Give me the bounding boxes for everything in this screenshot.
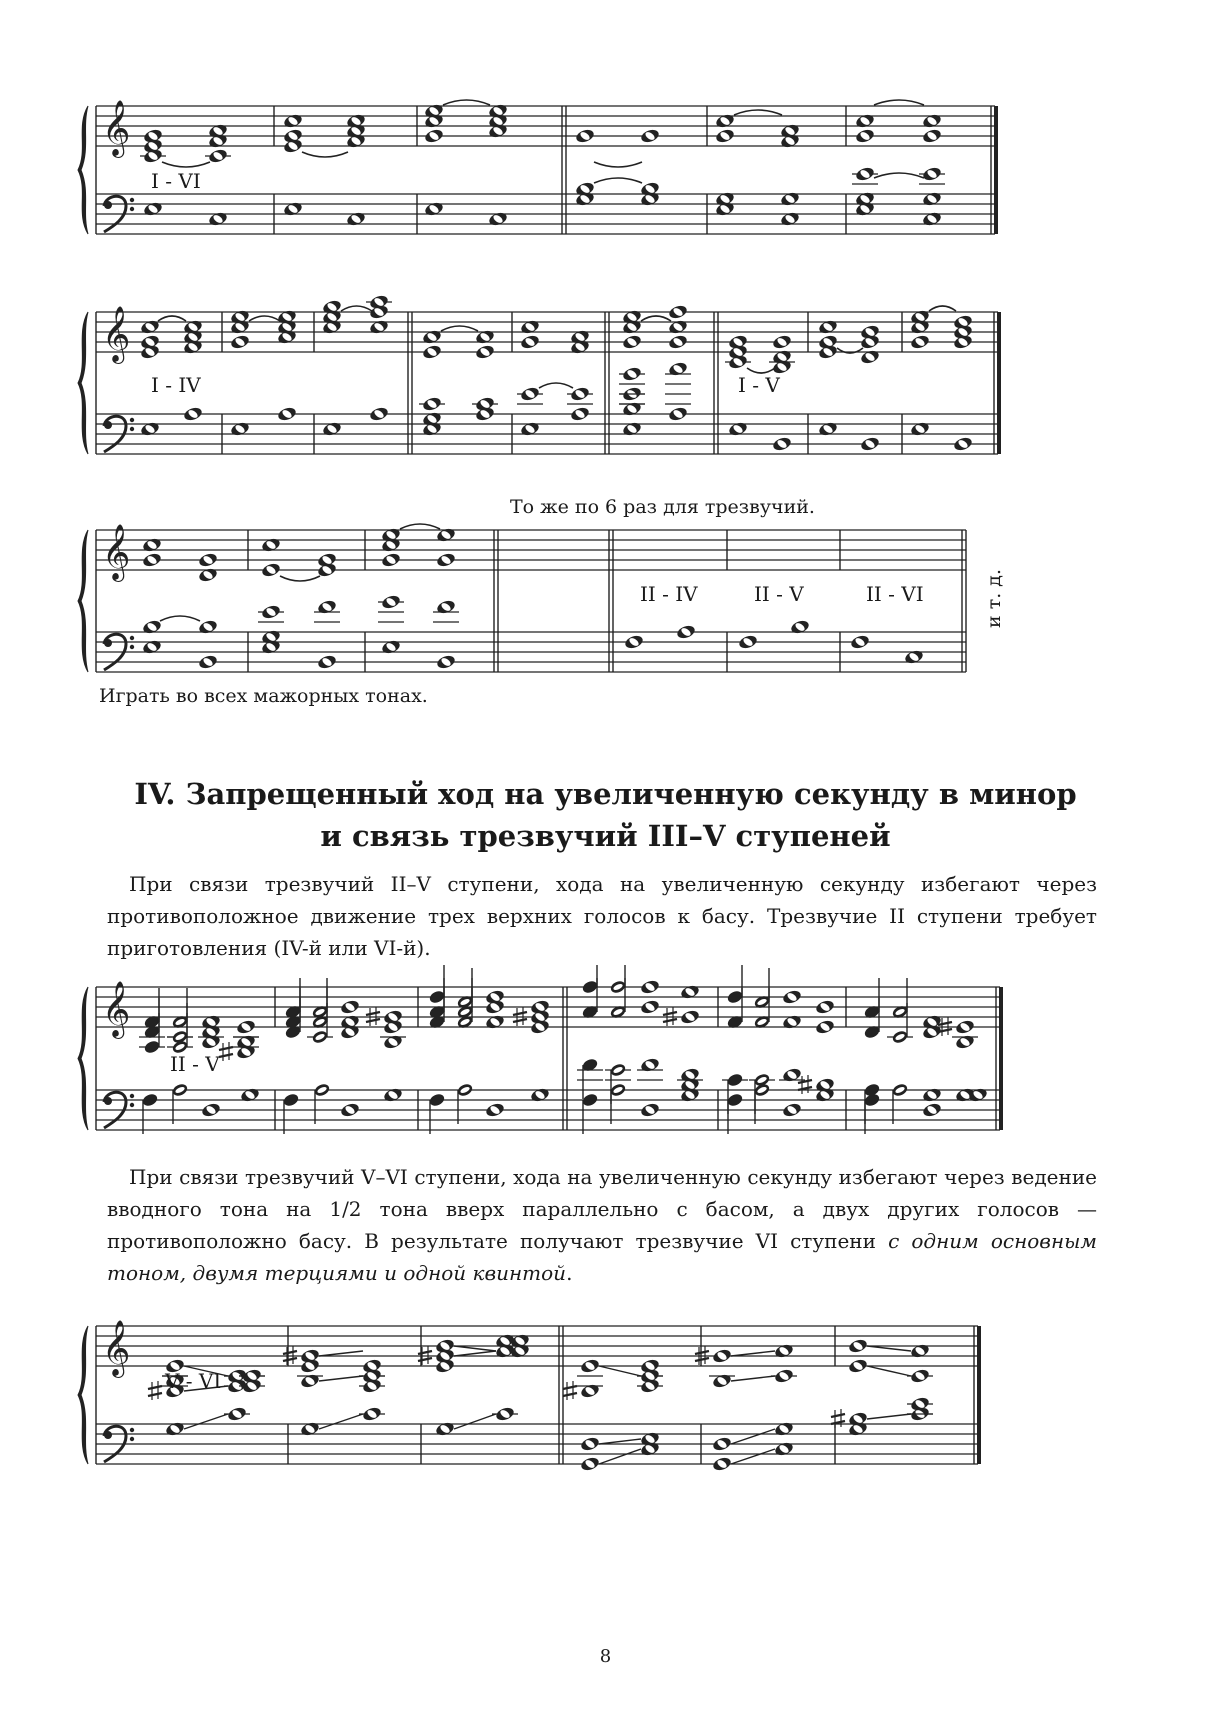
whole-note bbox=[346, 211, 367, 228]
tie bbox=[929, 306, 956, 311]
whole-note bbox=[436, 552, 457, 569]
whole-note bbox=[436, 654, 457, 671]
tie bbox=[160, 616, 200, 621]
whole-note bbox=[774, 1368, 795, 1385]
whole-note bbox=[640, 999, 661, 1016]
whole-note bbox=[848, 1338, 869, 1355]
sharp-sign bbox=[563, 1381, 577, 1400]
instruction-note: То же по 6 раз для трезвучий. bbox=[510, 496, 815, 518]
whole-note bbox=[668, 334, 689, 351]
treble-clef: 𝄞 bbox=[102, 524, 131, 580]
whole-note bbox=[230, 334, 251, 351]
whole-note bbox=[383, 1087, 404, 1104]
whole-note bbox=[622, 421, 643, 438]
voice-line bbox=[599, 1449, 641, 1464]
side-note: и т. д. bbox=[983, 568, 1005, 628]
whole-note bbox=[955, 1034, 976, 1051]
whole-note bbox=[712, 1456, 733, 1471]
whole-note bbox=[676, 624, 697, 641]
whole-note bbox=[143, 201, 164, 218]
paragraph-1-text: При связи трезвучий II–V ступени, хода на увеличенную секунду избегают через противоположное движение трех верхних голосов к басу. Трезвучие II ступени требует приготовления (IV-й или VI-й). bbox=[107, 872, 1097, 960]
whole-note bbox=[910, 1368, 931, 1385]
whole-note bbox=[142, 619, 163, 636]
whole-note bbox=[381, 639, 402, 656]
half-note bbox=[891, 978, 909, 1020]
tie bbox=[400, 524, 440, 529]
whole-note bbox=[236, 1019, 257, 1036]
whole-note bbox=[317, 599, 338, 616]
whole-note bbox=[910, 334, 931, 351]
whole-note bbox=[520, 386, 541, 403]
whole-note bbox=[485, 1014, 506, 1031]
half-note bbox=[753, 968, 771, 1010]
tie bbox=[874, 100, 924, 105]
paragraph-1 bbox=[107, 868, 1097, 964]
whole-note bbox=[208, 148, 229, 165]
system-brace bbox=[78, 106, 88, 234]
whole-note bbox=[422, 329, 443, 346]
quarter-note bbox=[863, 1092, 881, 1134]
whole-note bbox=[340, 999, 361, 1016]
whole-note bbox=[283, 201, 304, 218]
sharp-sign bbox=[219, 1042, 233, 1061]
whole-note bbox=[435, 1421, 456, 1438]
whole-note bbox=[317, 654, 338, 671]
half-note bbox=[609, 1082, 627, 1124]
whole-note bbox=[140, 319, 161, 336]
whole-note bbox=[622, 366, 643, 383]
voice-line bbox=[319, 1376, 363, 1381]
paragraph-2-end: . bbox=[566, 1261, 573, 1285]
tie bbox=[443, 100, 490, 105]
staff-system-3-svg bbox=[0, 510, 1211, 685]
whole-note bbox=[495, 1406, 516, 1423]
voice-line bbox=[599, 1439, 641, 1444]
quarter-note bbox=[581, 1057, 599, 1099]
tie bbox=[539, 383, 573, 388]
tie bbox=[341, 306, 372, 311]
whole-note bbox=[369, 406, 390, 423]
whole-note bbox=[424, 128, 445, 145]
treble-clef: 𝄞 bbox=[102, 100, 131, 156]
whole-note bbox=[422, 396, 443, 413]
sharp-sign bbox=[798, 1075, 812, 1094]
whole-note bbox=[715, 113, 736, 130]
quarter-note bbox=[726, 1072, 744, 1114]
quarter-note bbox=[428, 965, 446, 1005]
system-brace bbox=[78, 530, 88, 672]
whole-note bbox=[261, 562, 282, 579]
whole-note bbox=[381, 552, 402, 569]
whole-note bbox=[142, 552, 163, 569]
whole-note bbox=[640, 979, 661, 996]
chord-label: II - V bbox=[754, 582, 804, 606]
whole-note bbox=[815, 1019, 836, 1036]
whole-note bbox=[772, 436, 793, 453]
tie bbox=[302, 152, 348, 157]
quarter-note bbox=[863, 978, 881, 1020]
whole-note bbox=[142, 537, 163, 554]
whole-note bbox=[640, 128, 661, 145]
quarter-note bbox=[581, 965, 599, 995]
half-note bbox=[311, 978, 329, 1020]
whole-note bbox=[782, 1102, 803, 1119]
whole-note bbox=[580, 1383, 601, 1400]
whole-note bbox=[300, 1373, 321, 1390]
whole-note bbox=[362, 1406, 383, 1423]
whole-note bbox=[855, 128, 876, 145]
whole-note bbox=[922, 191, 943, 208]
whole-note bbox=[860, 349, 881, 366]
whole-note bbox=[277, 406, 298, 423]
whole-note bbox=[575, 128, 596, 145]
whole-note bbox=[198, 552, 219, 569]
whole-note bbox=[422, 344, 443, 361]
staff bbox=[96, 530, 966, 570]
page-number: 8 bbox=[599, 1646, 612, 1667]
whole-note bbox=[530, 1087, 551, 1104]
whole-note bbox=[780, 211, 801, 228]
voice-line bbox=[731, 1429, 775, 1444]
treble-clef: 𝄞 bbox=[102, 306, 131, 362]
whole-note bbox=[922, 128, 943, 145]
quarter-note bbox=[282, 1092, 300, 1134]
whole-note bbox=[198, 619, 219, 636]
chord-label: I - IV bbox=[151, 373, 201, 397]
half-note bbox=[313, 1082, 331, 1124]
whole-note bbox=[782, 989, 803, 1006]
voice-line bbox=[867, 1346, 911, 1351]
whole-note bbox=[922, 1087, 943, 1104]
whole-note bbox=[261, 537, 282, 554]
sharp-sign bbox=[831, 1409, 845, 1428]
whole-note bbox=[728, 421, 749, 438]
paragraph-2 bbox=[107, 1161, 1097, 1289]
whole-note bbox=[668, 406, 689, 423]
whole-note bbox=[855, 166, 876, 183]
section-title-line-2: и связь трезвучий III–V ступеней bbox=[320, 819, 891, 853]
chord-label: II - VI bbox=[866, 582, 924, 606]
whole-note bbox=[668, 361, 689, 378]
whole-note bbox=[208, 211, 229, 228]
chord-label: I - VI bbox=[151, 169, 201, 193]
tie bbox=[594, 178, 642, 183]
whole-note bbox=[848, 1358, 869, 1375]
chord-label: II - IV bbox=[640, 582, 698, 606]
section-title-line-1: IV. Запрещенный ход на увеличенную секунду в минор bbox=[134, 777, 1077, 811]
voice-line bbox=[184, 1414, 228, 1429]
voice-line bbox=[454, 1351, 496, 1356]
whole-note bbox=[774, 1441, 795, 1458]
staff bbox=[96, 1424, 978, 1464]
tie bbox=[874, 173, 924, 178]
whole-note bbox=[815, 999, 836, 1016]
whole-note bbox=[904, 649, 925, 666]
whole-note bbox=[570, 406, 591, 423]
half-note bbox=[456, 968, 474, 1010]
whole-note bbox=[520, 421, 541, 438]
whole-note bbox=[624, 634, 645, 651]
whole-note bbox=[622, 334, 643, 351]
whole-note bbox=[640, 1057, 661, 1074]
whole-note bbox=[580, 1358, 601, 1375]
whole-note bbox=[622, 401, 643, 418]
tie bbox=[158, 316, 186, 321]
voice-line bbox=[319, 1351, 363, 1356]
voice-line bbox=[731, 1351, 775, 1356]
whole-note bbox=[772, 334, 793, 351]
half-note bbox=[753, 988, 771, 1030]
whole-note bbox=[818, 421, 839, 438]
treble-clef: 𝄞 bbox=[102, 1320, 131, 1376]
sharp-sign bbox=[148, 1381, 162, 1400]
whole-note bbox=[198, 654, 219, 671]
system-brace bbox=[78, 987, 88, 1130]
tie bbox=[734, 110, 782, 115]
whole-note bbox=[680, 1009, 701, 1026]
whole-note bbox=[300, 1421, 321, 1438]
whole-note bbox=[922, 166, 943, 183]
quarter-note bbox=[863, 998, 881, 1040]
whole-note bbox=[968, 1087, 989, 1104]
whole-note bbox=[436, 599, 457, 616]
whole-note bbox=[475, 344, 496, 361]
whole-note bbox=[738, 634, 759, 651]
quarter-note bbox=[428, 1092, 446, 1134]
whole-note bbox=[485, 1102, 506, 1119]
whole-note bbox=[183, 406, 204, 423]
whole-note bbox=[712, 1436, 733, 1453]
whole-note bbox=[850, 634, 871, 651]
whole-note bbox=[340, 1102, 361, 1119]
quarter-note bbox=[141, 1092, 159, 1134]
whole-note bbox=[818, 319, 839, 336]
whole-note bbox=[790, 619, 811, 636]
whole-note bbox=[230, 421, 251, 438]
chord-label: I - V bbox=[738, 373, 780, 397]
whole-note bbox=[955, 1019, 976, 1036]
voice-line bbox=[454, 1346, 496, 1351]
chord-label: V - VI bbox=[165, 1369, 222, 1393]
whole-note bbox=[860, 436, 881, 453]
voice-line bbox=[599, 1366, 641, 1376]
half-note bbox=[609, 965, 627, 995]
whole-note bbox=[953, 436, 974, 453]
tie bbox=[162, 162, 210, 167]
whole-note bbox=[782, 1067, 803, 1084]
whole-note bbox=[680, 984, 701, 1001]
system-brace bbox=[78, 312, 88, 454]
whole-note bbox=[201, 1102, 222, 1119]
quarter-note bbox=[284, 978, 302, 1020]
whole-note bbox=[520, 334, 541, 351]
quarter-note bbox=[726, 1092, 744, 1134]
whole-note bbox=[424, 201, 445, 218]
tie bbox=[249, 316, 280, 321]
whole-note bbox=[712, 1373, 733, 1390]
whole-note bbox=[580, 1436, 601, 1453]
paragraph-2-italic: с одним основным тоном, двумя терциями и одной квинтой bbox=[107, 1229, 1097, 1285]
music-system-3 bbox=[0, 510, 1211, 685]
whole-note bbox=[142, 639, 163, 656]
whole-note bbox=[140, 421, 161, 438]
quarter-note bbox=[726, 965, 744, 1005]
section-title bbox=[0, 773, 1211, 857]
whole-note bbox=[640, 1102, 661, 1119]
treble-clef: 𝄞 bbox=[102, 981, 131, 1037]
whole-note bbox=[712, 1348, 733, 1365]
play-instruction: Играть во всех мажорных тонах. bbox=[99, 685, 428, 707]
whole-note bbox=[198, 567, 219, 584]
staff bbox=[96, 1326, 978, 1366]
paragraph-2-text: При связи трезвучий V–VI ступени, хода на увеличенную секунду избегают через ведение вводного тона на 1/2 тона вверх параллельно с басом, а двух других голосов — противоположно басу. В результате получают трезвучие VI ступени bbox=[107, 1165, 1097, 1253]
whole-note bbox=[922, 211, 943, 228]
half-note bbox=[171, 988, 189, 1030]
voice-line bbox=[867, 1414, 911, 1419]
voice-line bbox=[731, 1376, 775, 1381]
whole-note bbox=[580, 1456, 601, 1471]
whole-note bbox=[488, 211, 509, 228]
whole-note bbox=[369, 319, 390, 336]
tie bbox=[441, 326, 478, 331]
whole-note bbox=[855, 113, 876, 130]
voice-line bbox=[454, 1414, 496, 1429]
quarter-note bbox=[143, 988, 161, 1030]
whole-note bbox=[261, 604, 282, 621]
tie bbox=[594, 162, 642, 167]
whole-note bbox=[283, 113, 304, 130]
whole-note bbox=[922, 113, 943, 130]
tie bbox=[280, 576, 320, 581]
quarter-note bbox=[581, 1092, 599, 1134]
whole-note bbox=[322, 421, 343, 438]
half-note bbox=[891, 1082, 909, 1124]
whole-note bbox=[774, 1343, 795, 1360]
whole-note bbox=[774, 1421, 795, 1438]
whole-note bbox=[715, 128, 736, 145]
whole-note bbox=[240, 1087, 261, 1104]
half-note bbox=[753, 1082, 771, 1124]
whole-note bbox=[922, 1102, 943, 1119]
half-note bbox=[171, 1082, 189, 1124]
half-note bbox=[609, 1062, 627, 1104]
voice-line bbox=[731, 1449, 775, 1464]
system-brace bbox=[78, 1326, 88, 1464]
chord-label: II - V bbox=[170, 1052, 220, 1076]
voice-line bbox=[319, 1414, 363, 1429]
whole-note bbox=[383, 1034, 404, 1051]
whole-note bbox=[227, 1406, 248, 1423]
whole-note bbox=[520, 319, 541, 336]
whole-note bbox=[381, 594, 402, 611]
whole-note bbox=[780, 191, 801, 208]
tie bbox=[641, 316, 671, 321]
half-note bbox=[456, 1082, 474, 1124]
whole-note bbox=[165, 1421, 186, 1438]
whole-note bbox=[910, 421, 931, 438]
whole-note bbox=[782, 1014, 803, 1031]
staff bbox=[96, 632, 966, 672]
voice-line bbox=[867, 1366, 911, 1376]
whole-note bbox=[668, 304, 689, 321]
whole-note bbox=[910, 1343, 931, 1360]
